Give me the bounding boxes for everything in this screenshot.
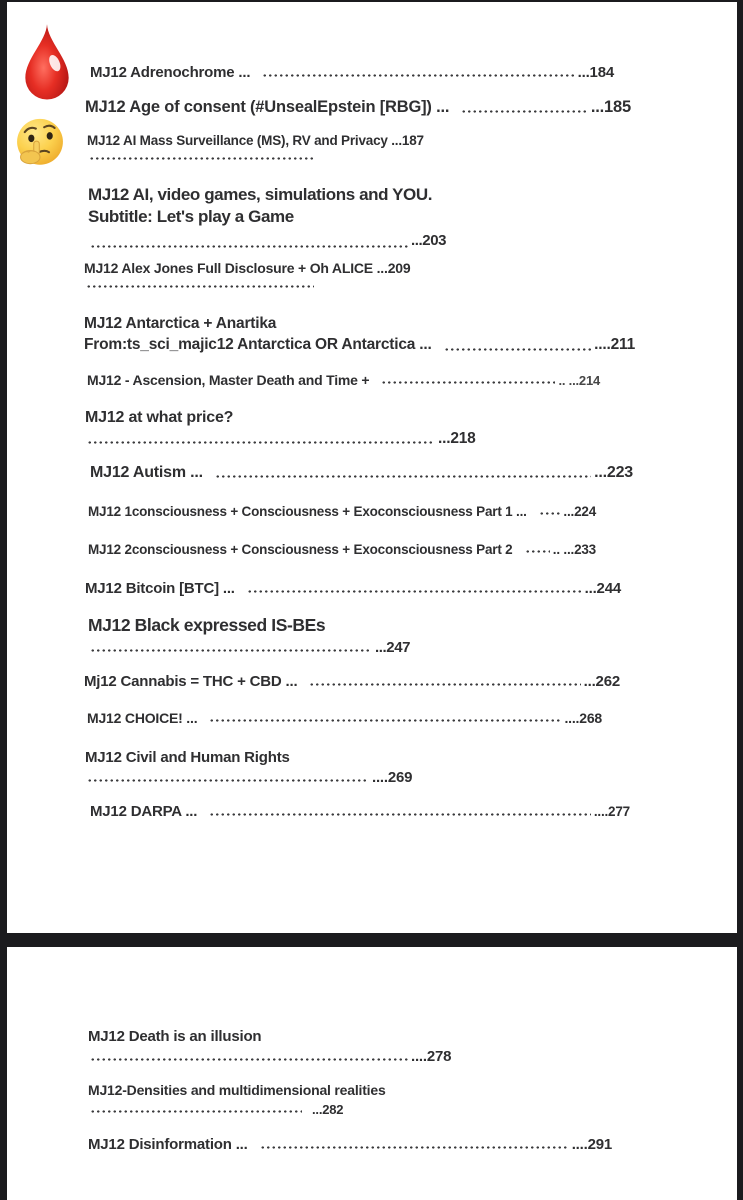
toc-entry-title: MJ12 - Ascension, Master Death and Time + [87, 372, 370, 388]
toc-entry-densities[interactable] [88, 1082, 386, 1117]
toc-page-number: ....268 [564, 710, 602, 726]
dotted-leader [209, 812, 591, 817]
toc-page-number: ....211 [594, 336, 635, 353]
toc-entry-ascension[interactable] [87, 372, 600, 388]
dotted-leader [90, 244, 408, 249]
toc-entry-cannabis[interactable] [84, 673, 620, 690]
thinking-face-emoji-icon [15, 116, 65, 174]
toc-entry-title: MJ12-Densities and multidimensional realities [88, 1082, 386, 1098]
toc-page-number: ...185 [590, 98, 631, 116]
toc-entry-title: MJ12 Disinformation ... [88, 1136, 248, 1153]
toc-entry-title: Subtitle: Let's play a Game [88, 207, 294, 226]
toc-entry-disinformation[interactable] [88, 1136, 612, 1153]
toc-entry-title: MJ12 Adrenochrome ... [90, 64, 251, 81]
toc-entry-age-of-consent[interactable] [85, 98, 631, 117]
dotted-leader [309, 682, 580, 687]
dotted-leader [90, 1109, 302, 1114]
toc-entry-autism[interactable] [90, 464, 633, 482]
toc-entry-title: MJ12 AI Mass Surveillance (MS), RV and Privacy ...187 [87, 133, 424, 148]
toc-entry-title: MJ12 Black expressed IS-BEs [88, 615, 326, 635]
blood-drop-emoji-icon [21, 21, 73, 112]
page-split-band [0, 933, 743, 947]
toc-entry-black-isbes[interactable] [88, 615, 410, 656]
page-border-top [0, 0, 743, 2]
toc-page-number: ...262 [583, 673, 620, 690]
dotted-leader [87, 440, 435, 445]
toc-entry-choice[interactable] [87, 710, 602, 726]
toc-page-number: ...223 [594, 464, 633, 481]
toc-entry-consciousness-2[interactable] [88, 542, 596, 557]
toc-page-number: ...224 [563, 504, 596, 519]
dotted-leader [260, 1145, 569, 1150]
toc-page-number: ...247 [375, 639, 411, 656]
toc-page-number: ....291 [571, 1136, 612, 1153]
dotted-leader [381, 380, 555, 385]
toc-entry-title: MJ12 Civil and Human Rights [85, 749, 290, 766]
toc-entry-death-illusion[interactable] [88, 1028, 451, 1065]
toc-entry-bitcoin[interactable] [85, 580, 621, 597]
page-border-right [737, 0, 743, 1200]
toc-page-number: ...184 [577, 64, 614, 81]
toc-page-number: .. ...233 [552, 542, 596, 557]
dotted-leader [87, 778, 369, 783]
toc-page-number: ....277 [593, 804, 630, 819]
toc-entry-title: MJ12 Antarctica + Anartika [84, 315, 277, 332]
toc-entry-ai-video-games[interactable] [88, 184, 446, 252]
toc-entry-civil-rights[interactable] [85, 749, 412, 786]
dotted-leader [444, 347, 592, 352]
toc-entry-title: MJ12 Autism ... [90, 464, 203, 481]
toc-page-number: ...203 [411, 232, 447, 249]
dotted-leader [525, 549, 550, 554]
dotted-leader [90, 1057, 408, 1062]
toc-entry-alex-jones[interactable] [84, 260, 410, 292]
toc-entry-title: MJ12 AI, video games, simulations and YOU. [88, 185, 433, 204]
dotted-leader [539, 511, 561, 516]
toc-entry-title: MJ12 DARPA ... [90, 803, 198, 820]
toc-entry-title: MJ12 2consciousness + Consciousness + Exoconsciousness Part 2 [88, 542, 513, 557]
dotted-leader [215, 474, 591, 479]
toc-entry-title: MJ12 Bitcoin [BTC] ... [85, 580, 235, 597]
toc-entry-at-what-price[interactable] [85, 409, 476, 448]
dotted-leader [209, 718, 561, 723]
toc-entry-title: Mj12 Cannabis = THC + CBD ... [84, 673, 298, 690]
dotted-leader [90, 648, 372, 653]
toc-page-number: ...218 [438, 430, 476, 447]
page-border-left [0, 0, 7, 1200]
toc-page-number: .. ...214 [558, 373, 600, 388]
dotted-leader [89, 156, 315, 161]
toc-entry-darpa[interactable] [90, 803, 630, 820]
toc-entry-title: MJ12 at what price? [85, 409, 234, 426]
toc-entry-antarctica[interactable] [84, 313, 635, 355]
toc-entry-title: From:ts_sci_majic12 Antarctica OR Antarctica ... [84, 336, 432, 353]
toc-entry-title: MJ12 1consciousness + Consciousness + Exoconsciousness Part 1 ... [88, 504, 527, 519]
toc-entry-title: MJ12 Alex Jones Full Disclosure + Oh ALICE ...209 [84, 260, 411, 276]
toc-page-number: ....269 [372, 769, 413, 786]
toc-entry-consciousness-1[interactable] [88, 504, 596, 519]
toc-entry-ai-mass-surveillance[interactable] [87, 133, 424, 164]
toc-page-number: ...244 [584, 580, 621, 597]
dotted-leader [86, 284, 314, 289]
toc-entry-title: MJ12 Age of consent (#UnsealEpstein [RBG]) ... [85, 98, 450, 116]
toc-entry-adrenochrome[interactable] [90, 64, 614, 81]
dotted-leader [461, 109, 588, 114]
toc-page-number: ...282 [312, 1102, 344, 1117]
toc-page-number: ....278 [411, 1048, 452, 1065]
toc-entry-title: MJ12 Death is an illusion [88, 1028, 262, 1045]
dotted-leader [262, 73, 574, 78]
dotted-leader [247, 589, 582, 594]
toc-entry-title: MJ12 CHOICE! ... [87, 710, 198, 726]
